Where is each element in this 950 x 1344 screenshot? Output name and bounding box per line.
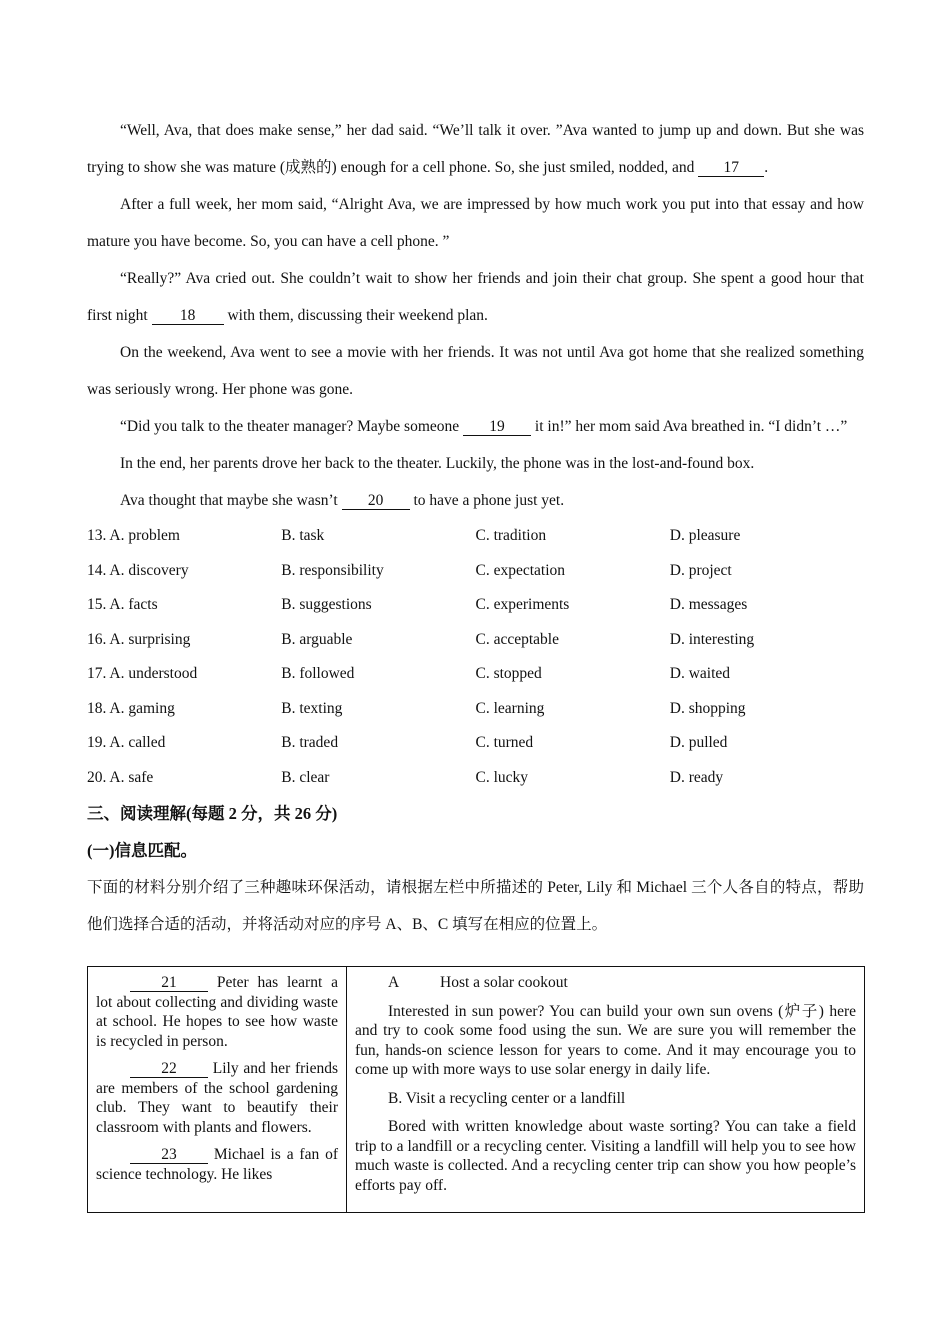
section-heading: 三、阅读理解(每题 2 分，共 26 分) [87, 804, 338, 823]
option-a[interactable]: 18. A. gaming [87, 699, 175, 717]
paragraph-2: After a full week, her mom said, “Alright Ava, we are impressed by how much work you put into that essay and how mature you have become. So, you can have a cell phone. ” [87, 196, 864, 250]
person-entry: 21 Peter has learnt a lot about collecting and dividing waste at school. He hopes to see how waste is recycled in person. [96, 974, 338, 1050]
blank-20[interactable]: 20 [342, 493, 410, 510]
option-d[interactable]: D. shopping [669, 699, 746, 717]
option-d[interactable]: D. pulled [669, 734, 728, 752]
blank-19[interactable]: 19 [463, 419, 531, 436]
option-c[interactable]: C. acceptable [475, 630, 559, 648]
matching-table [87, 966, 865, 1213]
person-entry: 22 Lily and her friends are members of the school gardening club. They want to beautify their classroom with plants and flowers. [96, 1060, 339, 1136]
option-a[interactable]: 14. A. discovery [87, 561, 189, 579]
option-b[interactable]: B. traded [281, 734, 339, 752]
option-b[interactable]: B. responsibility [281, 561, 384, 579]
blank-17[interactable]: 17 [698, 160, 764, 177]
option-d[interactable]: D. interesting [669, 630, 755, 648]
activity-a-text: Interested in sun power? You can build your own sun ovens (炉子) here and try to cook some food using the sun. We are sure you will remember the fun, hands-on science lesson for years to come. And it may encourage you to come up with more ways to use solar energy in daily life. [355, 1002, 856, 1078]
option-b[interactable]: B. clear [281, 768, 330, 786]
option-c[interactable]: C. experiments [475, 596, 570, 614]
option-a[interactable]: 17. A. understood [87, 665, 198, 683]
paragraph-1: “Well, Ava, that does make sense,” her dad said. “We’ll talk it over. ”Ava wanted to jump up and down. But she was trying to show she was mature (成熟的) enough for a cell phone. So, she just smiled, nodded, and 17 . [87, 122, 864, 176]
instruction-text: 下面的材料分别介绍了三种趣味环保活动，请根据左栏中所描述的 Peter, Lily 和 Michael 三个人各自的特点，帮助他们选择合适的活动，并将活动对应的序号 A、B、C 填写在相应的位置上。 [87, 879, 864, 933]
paragraph-5: “Did you talk to the theater manager? Maybe someone 19 it in!” her mom said Ava breathed in. “I didn’t …” [120, 418, 848, 435]
option-row [87, 554, 864, 589]
paragraph-6: In the end, her parents drove her back to the theater. Luckily, the phone was in the lost-and-found box. [120, 455, 755, 472]
option-d[interactable]: D. ready [669, 768, 724, 786]
option-d[interactable]: D. messages [669, 596, 748, 614]
option-b[interactable]: B. followed [281, 665, 355, 683]
person-entry: 23 Michael is a fan of science technology. He likes [96, 1146, 338, 1183]
paragraph-3: “Really?” Ava cried out. She couldn’t wait to show her friends and join their chat group. She spent a good hour that first night 18 with them, discussing their weekend plan. [87, 270, 864, 324]
option-d[interactable]: D. pleasure [669, 527, 741, 545]
option-row [87, 623, 864, 658]
option-c[interactable]: C. turned [475, 734, 534, 752]
option-a[interactable]: 20. A. safe [87, 768, 154, 786]
people-column [88, 967, 347, 1213]
option-c[interactable]: C. tradition [475, 527, 547, 545]
paragraph-4: On the weekend, Ava went to see a movie with her friends. It was not until Ava got home that she realized something was seriously wrong. Her phone was gone. [87, 344, 864, 398]
answer-blank-23[interactable]: 23 [130, 1147, 208, 1164]
option-b[interactable]: B. task [281, 527, 325, 545]
option-row [87, 761, 864, 796]
document-page [87, 112, 864, 943]
paragraph-7: Ava thought that maybe she wasn’t 20 to have a phone just yet. [120, 492, 565, 509]
option-a[interactable]: 15. A. facts [87, 596, 158, 614]
activity-b-title: B. Visit a recycling center or a landfill [388, 1089, 626, 1107]
options-list [87, 519, 864, 795]
option-row [87, 726, 864, 761]
option-row [87, 519, 864, 554]
option-a[interactable]: 19. A. called [87, 734, 166, 752]
answer-blank-22[interactable]: 22 [130, 1061, 208, 1078]
option-b[interactable]: B. suggestions [281, 596, 372, 614]
option-b[interactable]: B. arguable [281, 630, 353, 648]
option-b[interactable]: B. texting [281, 699, 343, 717]
option-c[interactable]: C. stopped [475, 665, 542, 683]
option-row [87, 588, 864, 623]
subsection-heading: (一)信息匹配。 [87, 841, 197, 860]
blank-18[interactable]: 18 [152, 308, 224, 325]
option-a[interactable]: 13. A. problem [87, 527, 180, 545]
option-d[interactable]: D. project [669, 561, 732, 579]
activity-a-title: A Host a solar cookout [388, 974, 568, 991]
option-c[interactable]: C. expectation [475, 561, 566, 579]
option-c[interactable]: C. lucky [475, 768, 529, 786]
option-row [87, 657, 864, 692]
option-d[interactable]: D. waited [669, 665, 731, 683]
option-row [87, 692, 864, 727]
activities-column [347, 967, 865, 1213]
option-a[interactable]: 16. A. surprising [87, 630, 191, 648]
activity-b-text: Bored with written knowledge about waste sorting? You can take a field trip to a landfill or a recycling center. Visiting a landfill will help you to see how much waste is collected. And a recycling center trip can show you how people’s efforts pay off. [355, 1118, 856, 1194]
answer-blank-21[interactable]: 21 [130, 975, 208, 992]
option-c[interactable]: C. learning [475, 699, 545, 717]
